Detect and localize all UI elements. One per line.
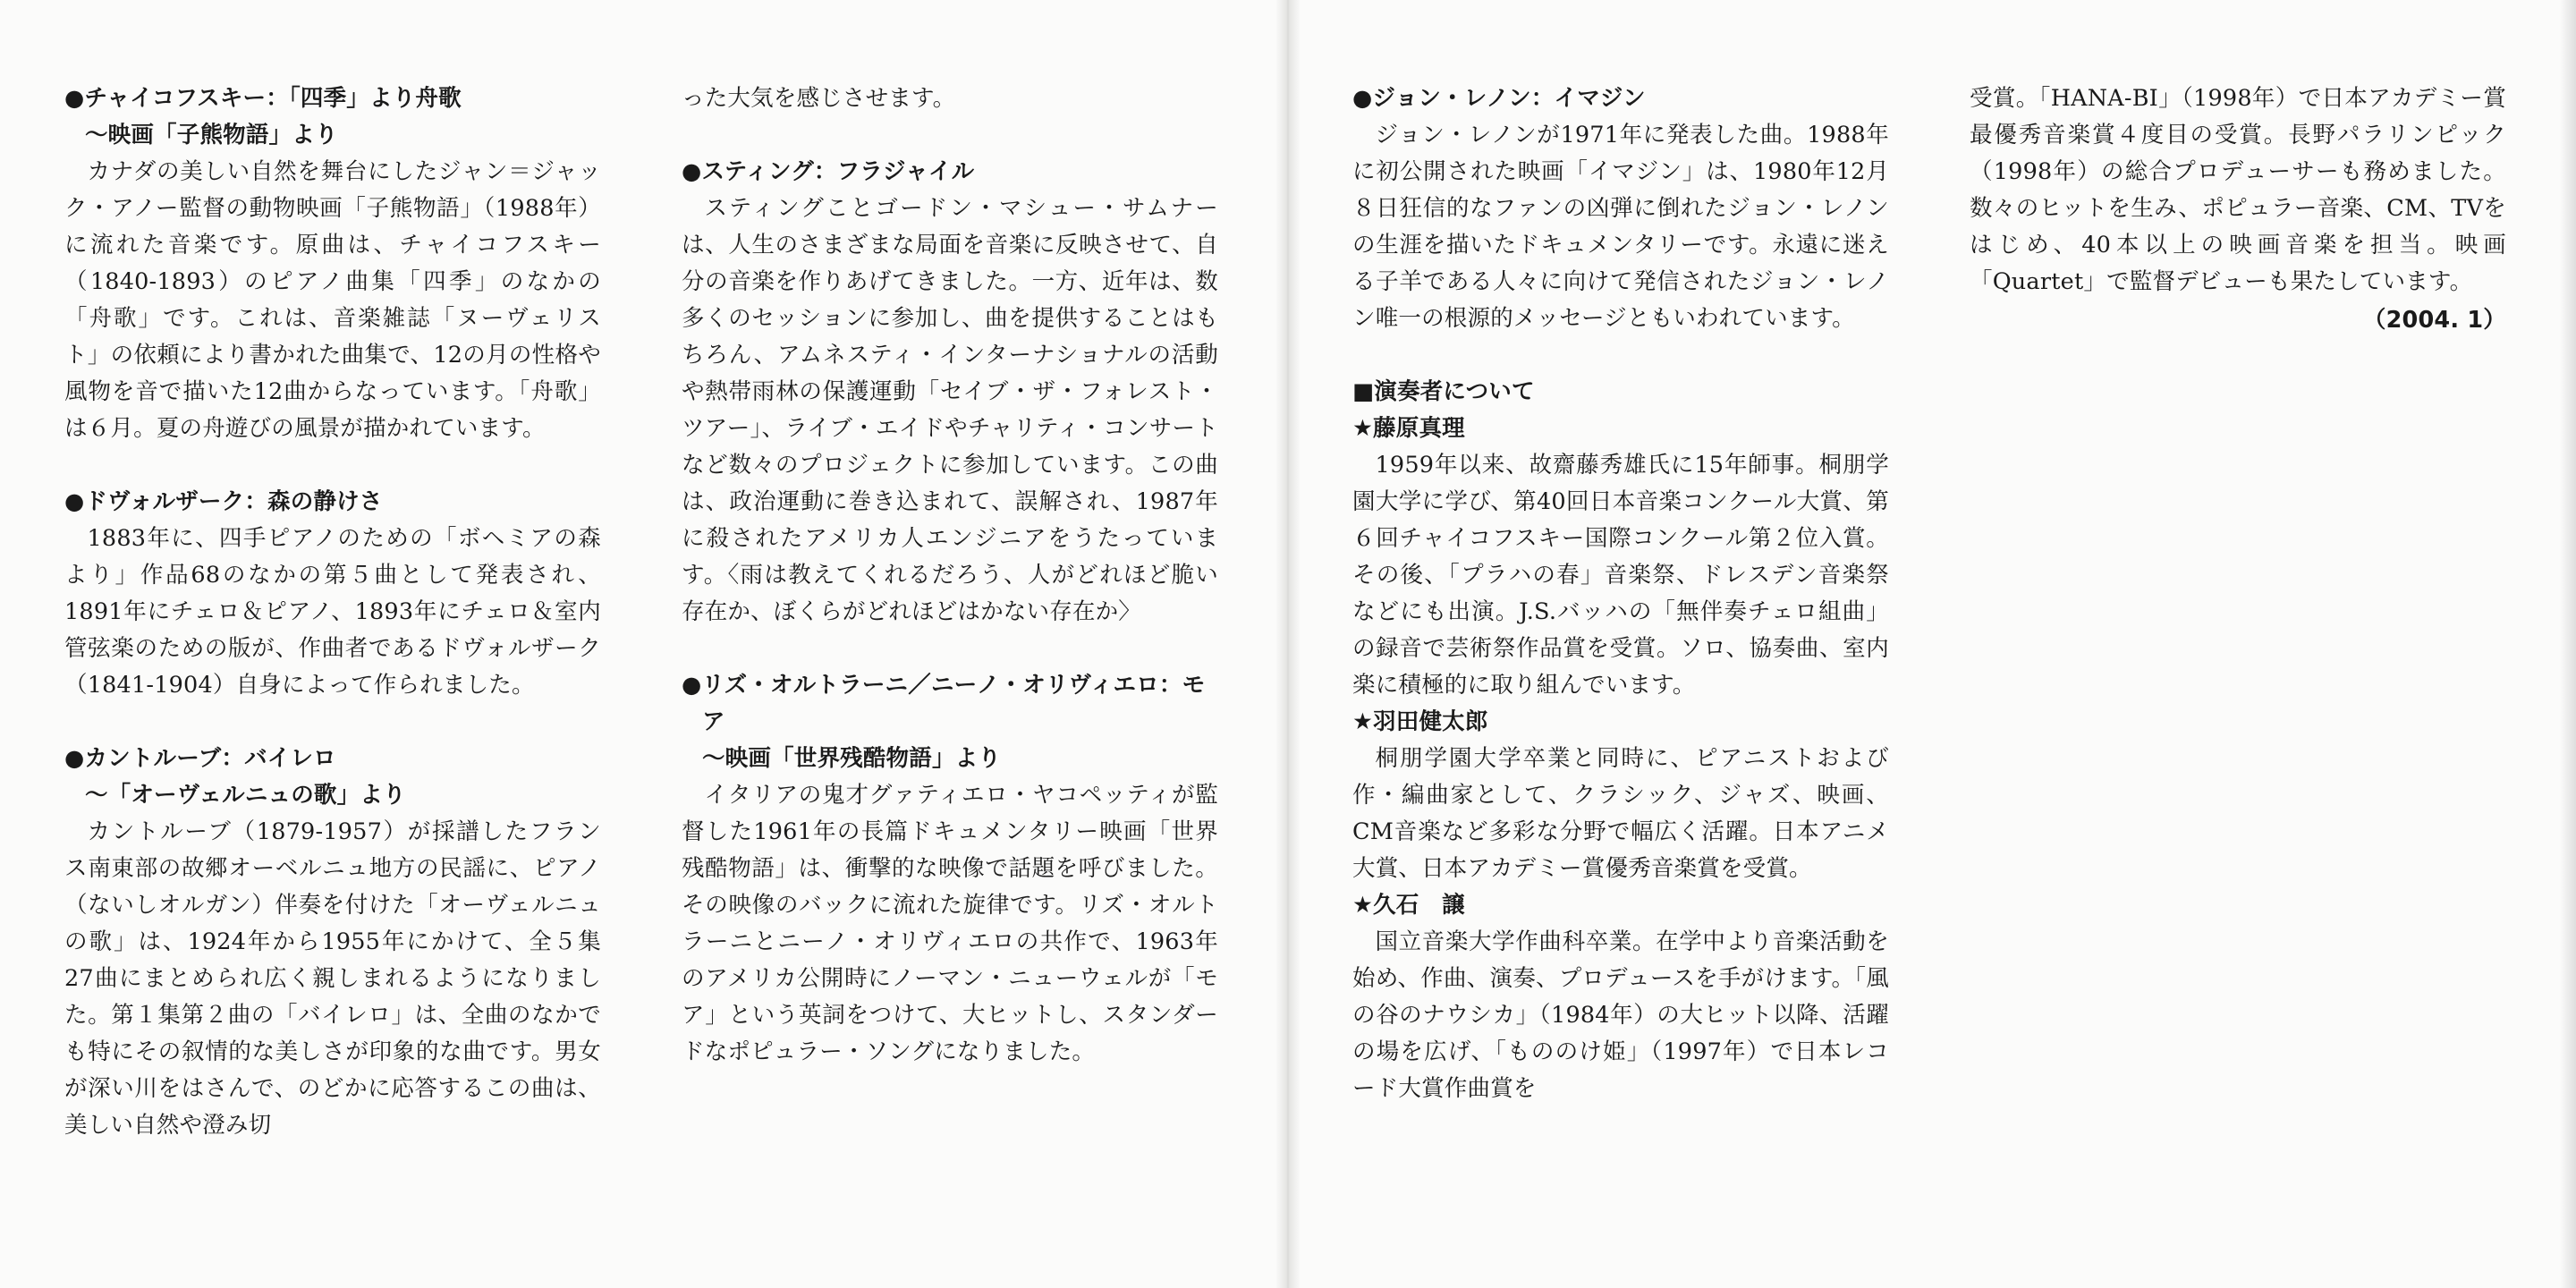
performer-name: ★羽田健太郎 [1352, 708, 1488, 735]
section-heading: ●チャイコフスキー：「四季」より舟歌 [64, 85, 462, 112]
performers-block [1352, 374, 1889, 1107]
performer-haneda [1352, 704, 1889, 887]
section-ortolani [682, 667, 1218, 1071]
performer-hisaishi [1352, 887, 1889, 1107]
continuation-text: 受賞。「HANA-BI」（1998年）で日本アカデミー賞最優秀音楽賞４度目の受賞。長野パラリンピック（1998年）の総合プロデューサーも務めました。数々のヒットを生み、ポピュラー音楽、CM、TVをはじめ、40本以上の映画音楽を担当。映画「Quartet」で監督デビューも果たしています。 [1970, 85, 2506, 295]
book-spine [1275, 0, 1301, 1288]
section-heading: ●スティング：フラジャイル [682, 158, 975, 185]
section-heading: ●ジョン・レノン：イマジン [1352, 85, 1646, 112]
performer-name: ★藤原真理 [1352, 415, 1465, 442]
section-canteloube [64, 741, 601, 1144]
section-dvorak [64, 484, 601, 704]
performer-bio: 1959年以来、故齋藤秀雄氏に15年師事。桐朋学園大学に学び、第40回日本音楽コンクール大賞、第６回チャイコフスキー国際コンクール第２位入賞。その後、「プラハの春」音楽祭、ドレスデン音楽祭などにも出演。J.S.バッハの「無伴奏チェロ組曲」の録音で芸術祭作品賞を受賞。ソロ、協奏曲、室内楽に積極的に取り組んでいます。 [1352, 452, 1889, 699]
column-2 [682, 80, 1218, 1107]
section-sting [682, 154, 1218, 631]
performer-fujiwara [1352, 411, 1889, 704]
performer-bio: 桐朋学園大学卒業と同時に、ピアニストおよび作・編曲家として、クラシック、ジャズ、映画、CM音楽など多彩な分野で幅広く活躍。日本アニメ大賞、日本アカデミー賞優秀音楽賞を受賞。 [1352, 745, 1889, 882]
section-subheading: 〜映画「世界残酷物語」より [701, 745, 1002, 772]
section-subheading: 〜「オーヴェルニュの歌」より [84, 782, 406, 809]
section-body: 1883年に、四手ピアノのための「ボヘミアの森より」作品68のなかの第５曲として発表され、1891年にチェロ＆ピアノ、1893年にチェロ＆室内管弦楽のための版が、作曲者であるドヴォルザーク（1841-1904）自身によって作られました。 [64, 525, 601, 699]
column-1 [64, 80, 601, 1181]
section-body: スティングことゴードン・マシュー・サムナーは、人生のさまざまな局面を音楽に反映させて、自分の音楽を作りあげてきました。一方、近年は、数多くのセッションに参加し、曲を提供することはもちろん、アムネスティ・インターナショナルの活動や熱帯雨林の保護運動「セイブ・ザ・フォレスト・ツアー」、ライブ・エイドやチャリティ・コンサートなど数々のプロジェクトに参加しています。この曲は、政治運動に巻き込まれて、誤解され、1987年に殺されたアメリカ人エンジニアをうたっています。〈雨は教えてくれるだろう、人がどれほど脆い存在か、ぼくらがどれほどはかない存在か〉 [682, 195, 1218, 625]
section-heading: ●リズ・オルトラーニ／ニーノ・オリヴィエロ：モア [682, 672, 1206, 735]
section-body: ジョン・レノンが1971年に発表した曲。1988年に初公開された映画「イマジン」は、1980年12月８日狂信的なファンの凶弾に倒れたジョン・レノンの生涯を描いたドキュメンタリーです。永遠に迷える子羊である人々に向けて発信されたジョン・レノン唯一の根源的メッセージともいわれています。 [1352, 122, 1889, 332]
performer-name: ★久石 譲 [1352, 892, 1465, 919]
section-subheading: 〜映画「子熊物語」より [84, 122, 338, 148]
section-heading: ●ドヴォルザーク：森の静けさ [64, 488, 383, 515]
section-body: カナダの美しい自然を舞台にしたジャン＝ジャック・アノー監督の動物映画「子熊物語」（1988年）に流れた音楽です。原曲は、チャイコフスキー（1840-1893）のピアノ曲集「四季」のなかの「舟歌」です。これは、音楽雑誌「ヌーヴェリスト」の依頼により書かれた曲集で、12の月の性格や風物を音で描いた12曲からなっています。「舟歌」は６月。夏の舟遊びの風景が描かれています。 [64, 158, 601, 442]
section-heading: ●カントルーブ：バイレロ [64, 745, 336, 772]
section-body: カントルーブ（1879-1957）が採譜したフランス南東部の故郷オーベルニュ地方の民謡に、ピアノ（ないしオルガン）伴奏を付けた「オーヴェルニュの歌」は、1924年から1955年にかけて、全５集27曲にまとめられ広く親しまれるようになりました。第１集第２曲の「バイレロ」は、全曲のなかでも特にその叙情的な美しさが印象的な曲です。男女が深い川をはさんで、のどかに応答するこの曲は、美しい自然や澄み切 [64, 818, 601, 1139]
column-3 [1352, 80, 1889, 1107]
performers-title: ■演奏者について [1352, 378, 1535, 405]
continuation-text: った大気を感じさせます。 [682, 85, 956, 112]
column-4 [1970, 80, 2506, 339]
section-lennon [1352, 80, 1889, 337]
section-tchaikovsky [64, 80, 601, 447]
page-edge-shadow [2560, 0, 2576, 1288]
continuation-block [682, 80, 1218, 117]
performer-bio: 国立音楽大学作曲科卒業。在学中より音楽活動を始め、作曲、演奏、プロデュースを手がけます。「風の谷のナウシカ」（1984年）の大ヒット以降、活躍の場を広げ、「もののけ姫」（1997年）で日本レコード大賞作曲賞を [1352, 928, 1889, 1102]
section-body: イタリアの鬼才グァティエロ・ヤコペッティが監督した1961年の長篇ドキュメンタリー映画「世界残酷物語」は、衝撃的な映像で話題を呼びました。その映像のバックに流れた旋律です。リズ・オルトラーニとニーノ・オリヴィエロの共作で、1963年のアメリカ公開時にノーマン・ニューウェルが「モア」という英詞をつけて、大ヒットし、スタンダードなポピュラー・ソングになりました。 [682, 782, 1218, 1065]
publication-date: （2004. 1） [2362, 307, 2506, 334]
